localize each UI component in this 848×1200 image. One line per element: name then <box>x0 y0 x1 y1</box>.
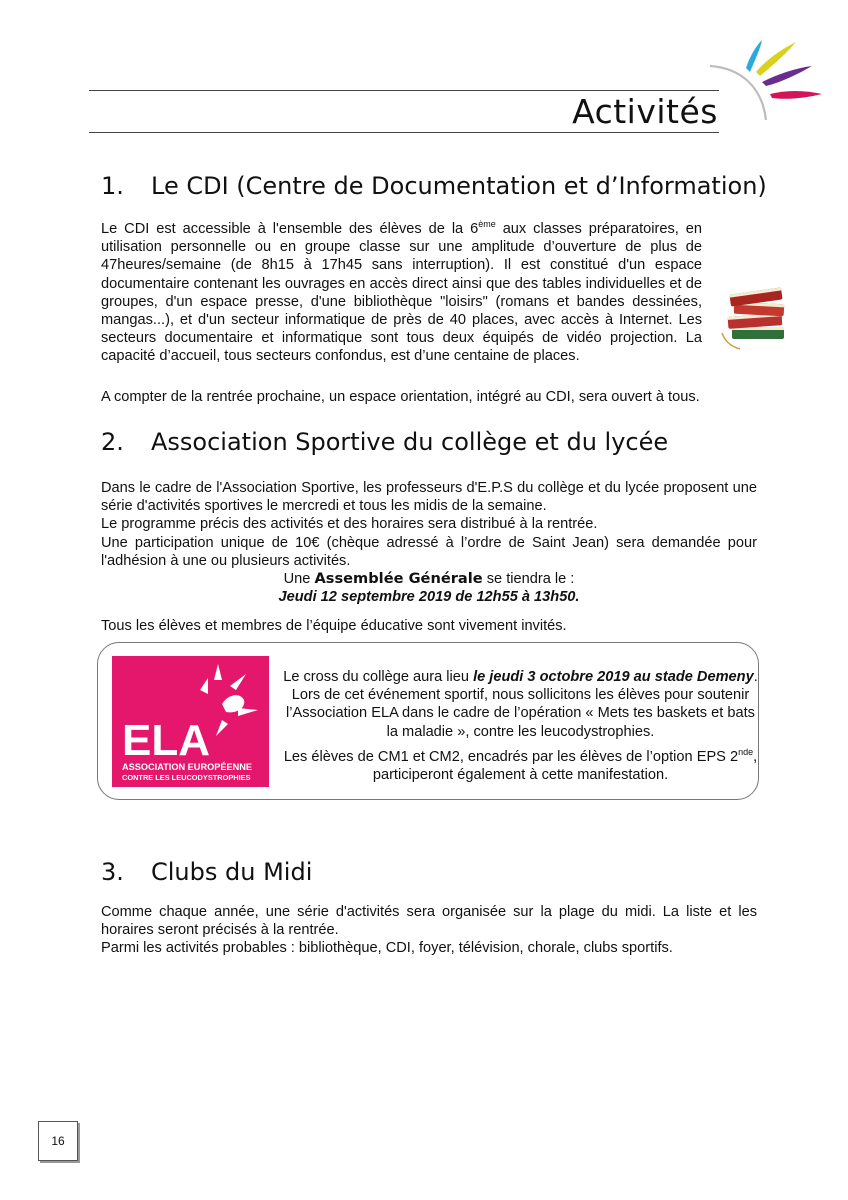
participants-text-a: Les élèves de CM1 et CM2, encadrés par les élèves de l’option EPS 2 <box>283 749 739 765</box>
header-rule-top <box>89 90 719 91</box>
cross-text-b: . Lors de cet événement sportif, nous sollicitons les élèves pour soutenir l’Association ELA dans le cadre de l’opération « Mets tes baskets et bats la maladie », contre les leucodystrophies. <box>286 669 758 740</box>
section-heading-clubs <box>101 858 312 886</box>
page-number: 16 <box>38 1121 78 1161</box>
book-stack-icon <box>718 283 792 353</box>
header-rule-bottom <box>89 132 719 133</box>
cdi-paragraph <box>101 220 702 366</box>
page-title: Activités <box>572 92 718 131</box>
sport-p2: Le programme précis des activités et des horaires sera distribué à la rentrée. <box>101 516 598 533</box>
section-title: Association Sportive du collège et du lycée <box>151 428 669 456</box>
cdi-text-a: Le CDI est accessible à l'ensemble des élèves de la 6 <box>101 221 479 237</box>
ela-sun-icon <box>112 656 269 787</box>
ela-logo-text: ELA <box>122 716 210 765</box>
section-number: 2. <box>101 428 124 456</box>
clubs-p1: Comme chaque année, une série d'activités sera organisée sur la plage du midi. La liste et les horaires seront précisés à la rentrée. <box>101 904 757 939</box>
clubs-p2: Parmi les activités probables : bibliothèque, CDI, foyer, télévision, chorale, clubs sportifs. <box>101 940 673 957</box>
assembly-announcement <box>101 570 757 588</box>
section-number: 1. <box>101 172 124 200</box>
assembly-suffix: se tiendra le : <box>482 571 575 588</box>
section-title: Le CDI (Centre de Documentation et d’Information) <box>151 172 767 200</box>
assembly-date: Jeudi 12 septembre 2019 de 12h55 à 13h50. <box>278 589 580 606</box>
assembly-label: Assemblée Générale <box>314 570 483 588</box>
superscript: ème <box>478 219 496 230</box>
section-number: 3. <box>101 858 124 886</box>
superscript: nde <box>738 747 754 758</box>
cross-event-text <box>283 668 758 741</box>
ela-logo-line2: CONTRE LES LEUCODYSTROPHIES <box>122 773 251 782</box>
ela-logo <box>112 656 269 787</box>
clubs-paragraphs <box>101 903 757 958</box>
cdi-orientation-paragraph: A compter de la rentrée prochaine, un espace orientation, intégré au CDI, sera ouvert à tous. <box>101 389 700 405</box>
section-heading-cdi <box>101 172 767 200</box>
sport-invitation: Tous les élèves et membres de l’équipe éducative sont vivement invités. <box>101 618 567 634</box>
sport-p1: Dans le cadre de l'Association Sportive, les professeurs d'E.P.S du collège et du lycée proposent une série d'activités sportives le mercredi et tous les midis de la semaine. <box>101 480 757 515</box>
participants-text-b: , participeront également à cette manifestation. <box>372 749 758 784</box>
cross-participants-text <box>283 748 758 784</box>
brush-strokes-icon <box>700 28 830 128</box>
sport-p3: Une participation unique de 10€ (chèque adressé à l’ordre de Saint Jean) sera demandée pour l'adhésion à une ou plusieurs activités. <box>101 534 757 569</box>
cdi-text-b: aux classes préparatoires, en utilisation <box>101 221 702 256</box>
cross-text-a: Le cross du collège aura lieu <box>283 669 474 685</box>
ela-logo-line1: ASSOCIATION EUROPÉENNE <box>122 762 253 772</box>
sport-paragraphs <box>101 479 757 606</box>
section-heading-sport <box>101 428 668 456</box>
assembly-prefix: Une <box>283 571 315 588</box>
cdi-text-rest: personnelle ou en groupe classe sur une amplitude d’ouverture de plus de 47heures/semaine (de 8h15 à 17h45 sans interruption). Il est constitué d'un espace documentaire contenant les ouvrages en accès direct ainsi que des tables individuelles et de groupes, d'un espace presse, d'une bibliothèque "loisirs" (romans et bandes dessinées, mangas...), et d'un secteur informatique de près de 40 places, avec accès à Internet. Les secteurs documentaire et informatique sont tous deux équipés de vidéo projection. La capacité d’accueil, tous secteurs confondus, est d’une centaine de places. <box>101 239 702 365</box>
section-title: Clubs du Midi <box>151 858 313 886</box>
cross-date-stadium: le jeudi 3 octobre 2019 au stade Demeny <box>473 669 754 685</box>
